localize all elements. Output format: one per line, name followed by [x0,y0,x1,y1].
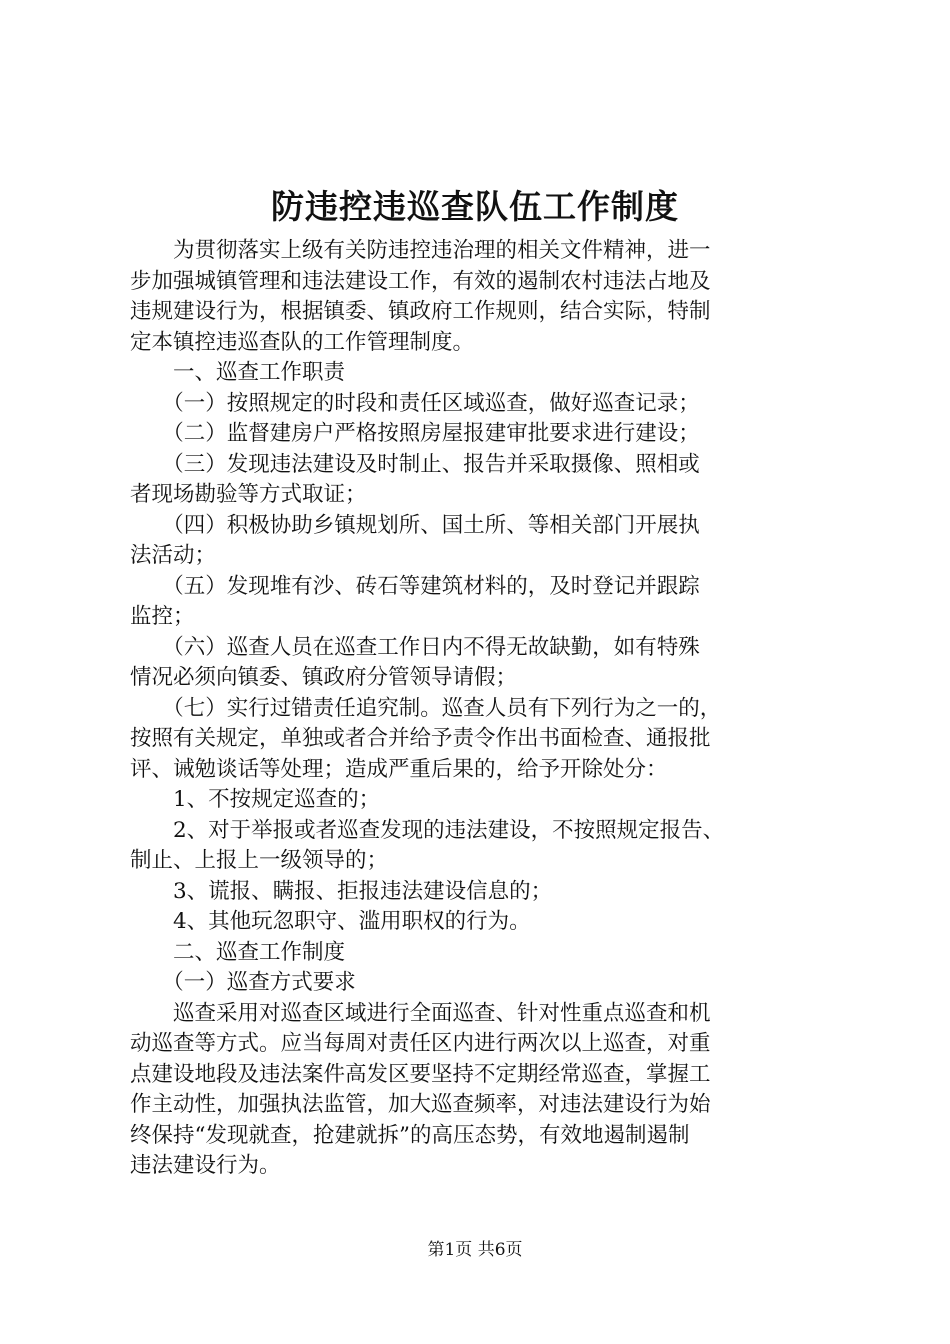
document-body [130,236,835,1182]
body-line: 4、其他玩忽职守、滥用职权的行为。 [130,909,531,934]
body-line: 动巡查等方式。应当每周对责任区内进行两次以上巡查，对重 [130,1031,711,1056]
body-line: 点建设地段及违法案件高发区要坚持不定期经常巡查，掌握工 [130,1061,711,1087]
document-title: 防违控违巡查队伍工作制度 [271,187,679,226]
body-line: 3、谎报、瞒报、拒报违法建设信息的； [130,878,553,904]
body-line: 步加强城镇管理和违法建设工作，有效的遏制农村违法占地及 [130,268,711,294]
body-line: （三）发现违法建设及时制止、报告并采取摄像、照相或 [130,451,700,477]
page-footer: 第1页 共6页 [427,1240,523,1260]
body-line: 为贯彻落实上级有关防违控违治理的相关文件精神，进一 [130,238,711,263]
body-line: （五）发现堆有沙、砖石等建筑材料的，及时登记并跟踪 [130,573,700,599]
body-line: 评、诫勉谈话等处理；造成严重后果的，给予开除处分： [130,756,668,782]
body-line: （四）积极协助乡镇规划所、国土所、等相关部门开展执 [130,512,700,538]
body-line: 违规建设行为，根据镇委、镇政府工作规则，结合实际，特制 [130,299,711,324]
body-line: 二、巡查工作制度 [130,939,346,965]
body-line: 法活动； [130,543,217,568]
body-line: 一、巡查工作职责 [130,360,346,385]
body-line: 情况必须向镇委、镇政府分管领导请假； [130,665,518,690]
body-line: 作主动性，加强执法监管，加大巡查频率，对违法建设行为始 [130,1092,711,1117]
body-line: 定本镇控违巡查队的工作管理制度。 [130,329,475,355]
body-line: （一）按照规定的时段和责任区域巡查，做好巡查记录； [130,390,700,416]
body-line: （二）监督建房户严格按照房屋报建审批要求进行建设； [130,421,700,446]
body-line: 制止、上报上一级领导的； [130,848,389,873]
body-line: （七）实行过错责任追究制。巡查人员有下列行为之一的， [130,695,722,721]
body-line: 按照有关规定，单独或者合并给予责令作出书面检查、通报批 [130,726,711,751]
body-line: （六）巡查人员在巡查工作日内不得无故缺勤，如有特殊 [130,634,700,660]
body-line: 监控； [130,604,195,629]
body-line: 1、不按规定巡查的； [130,787,381,812]
body-line: 者现场勘验等方式取证； [130,482,367,507]
body-line: 违法建设行为。 [130,1153,281,1178]
body-line: （一）巡查方式要求 [130,970,356,995]
body-line: 巡查采用对巡查区域进行全面巡查、针对性重点巡查和机 [130,1000,711,1026]
body-line: 终保持“发现就查，抢建就拆”的高压态势，有效地遏制遏制 [130,1122,690,1148]
body-line: 2、对于举报或者巡查发现的违法建设，不按照规定报告、 [130,817,725,843]
